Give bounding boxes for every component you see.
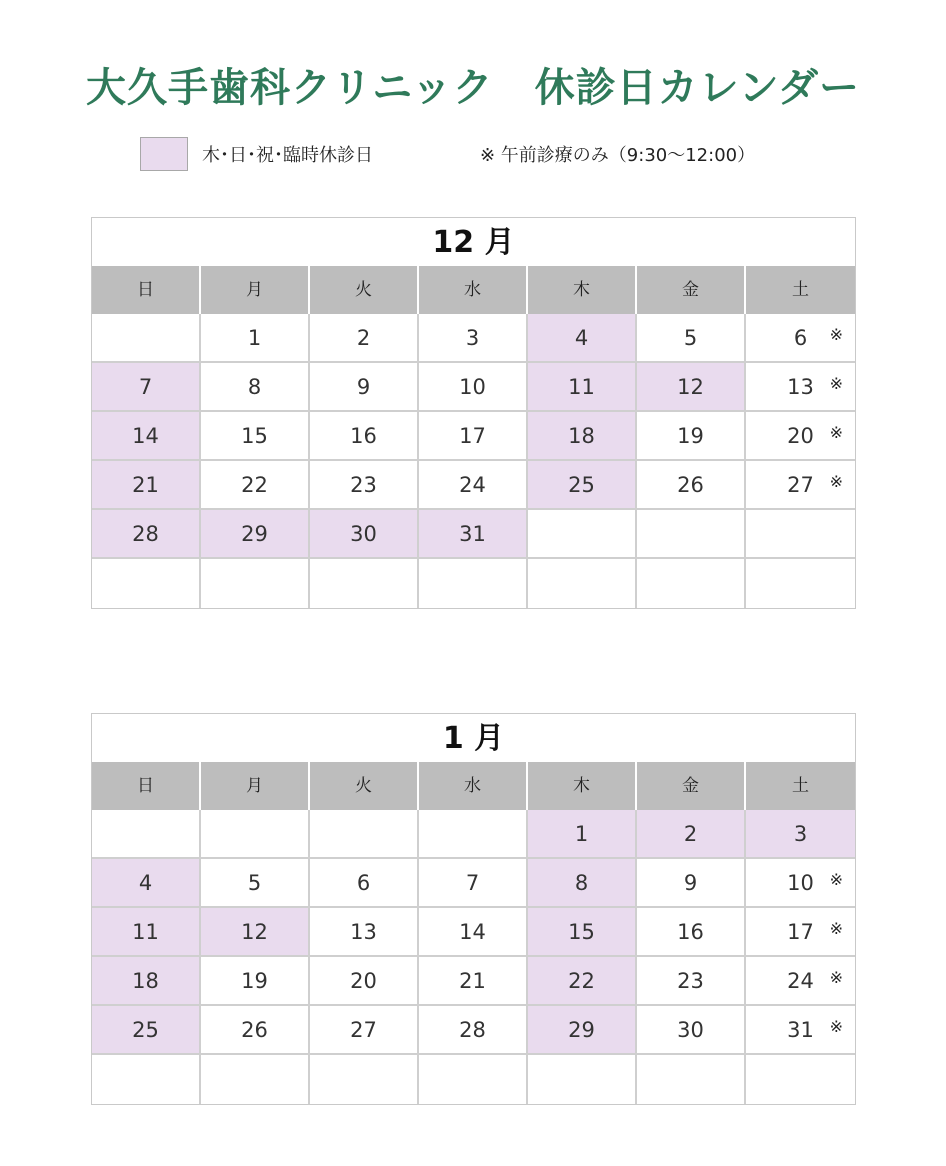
day-grid xyxy=(92,810,855,1104)
holiday-cell xyxy=(637,810,746,859)
day-cell xyxy=(528,1055,637,1104)
holiday-cell xyxy=(92,412,201,461)
day-number: 20 xyxy=(350,969,377,993)
day-number: 30 xyxy=(350,522,377,546)
day-number: 14 xyxy=(459,920,486,944)
day-cell xyxy=(92,810,201,859)
morning-only-mark: ※ xyxy=(829,1017,843,1036)
month-title: 1 月 xyxy=(442,721,505,756)
day-number: 14 xyxy=(132,424,159,448)
weekday-label: 月 xyxy=(201,266,310,314)
day-cell xyxy=(746,559,855,608)
day-number: 17 xyxy=(459,424,486,448)
holiday-cell xyxy=(746,810,855,859)
day-cell xyxy=(310,461,419,510)
holiday-legend-label: 木･日･祝･臨時休診日 xyxy=(202,145,373,166)
holiday-cell xyxy=(92,461,201,510)
legend xyxy=(140,136,840,172)
day-cell xyxy=(92,314,201,363)
weekday-label: 火 xyxy=(310,762,419,810)
day-number: 20 xyxy=(787,424,814,448)
day-number: 2 xyxy=(683,822,698,846)
weekday-label: 日 xyxy=(92,266,201,314)
day-cell xyxy=(201,461,310,510)
day-cell xyxy=(310,559,419,608)
morning-only-mark: ※ xyxy=(829,423,843,442)
holiday-swatch xyxy=(140,137,188,171)
day-cell xyxy=(637,1055,746,1104)
day-cell xyxy=(419,908,528,957)
day-number: 4 xyxy=(574,326,589,350)
holiday-cell xyxy=(528,461,637,510)
holiday-cell xyxy=(201,908,310,957)
holiday-cell xyxy=(201,510,310,559)
day-number: 9 xyxy=(683,871,698,895)
day-number: 25 xyxy=(568,473,595,497)
day-number: 10 xyxy=(459,375,486,399)
day-number: 18 xyxy=(132,969,159,993)
day-cell xyxy=(201,957,310,1006)
day-cell xyxy=(637,314,746,363)
day-number: 18 xyxy=(568,424,595,448)
day-cell xyxy=(201,412,310,461)
day-grid xyxy=(92,314,855,608)
day-cell xyxy=(310,1006,419,1055)
month-title: 12 月 xyxy=(432,225,515,260)
day-number: 13 xyxy=(350,920,377,944)
holiday-cell xyxy=(419,510,528,559)
day-number: 26 xyxy=(677,473,704,497)
day-cell xyxy=(746,908,855,957)
day-number: 7 xyxy=(138,375,153,399)
calendar-january xyxy=(91,713,856,1105)
day-number: 17 xyxy=(787,920,814,944)
holiday-cell xyxy=(528,1006,637,1055)
day-cell xyxy=(310,363,419,412)
day-number: 15 xyxy=(241,424,268,448)
day-cell xyxy=(310,810,419,859)
weekday-label: 木 xyxy=(528,762,637,810)
morning-only-mark: ※ xyxy=(829,374,843,393)
day-number: 21 xyxy=(132,473,159,497)
weekday-label: 木 xyxy=(528,266,637,314)
weekday-header xyxy=(92,762,855,810)
day-number: 23 xyxy=(677,969,704,993)
holiday-cell xyxy=(528,412,637,461)
day-number: 19 xyxy=(677,424,704,448)
day-cell xyxy=(419,957,528,1006)
day-number: 12 xyxy=(677,375,704,399)
day-cell xyxy=(201,314,310,363)
day-cell xyxy=(201,1006,310,1055)
day-cell xyxy=(310,1055,419,1104)
day-number: 9 xyxy=(356,375,371,399)
weekday-label: 金 xyxy=(637,266,746,314)
day-number: 26 xyxy=(241,1018,268,1042)
day-cell xyxy=(201,859,310,908)
weekday-label: 月 xyxy=(201,762,310,810)
day-number: 2 xyxy=(356,326,371,350)
day-number: 31 xyxy=(787,1018,814,1042)
day-number: 24 xyxy=(459,473,486,497)
day-cell xyxy=(637,957,746,1006)
day-number: 16 xyxy=(350,424,377,448)
day-cell xyxy=(310,412,419,461)
holiday-cell xyxy=(637,363,746,412)
holiday-cell xyxy=(310,510,419,559)
day-cell xyxy=(201,363,310,412)
day-number: 3 xyxy=(465,326,480,350)
day-number: 27 xyxy=(350,1018,377,1042)
day-number: 15 xyxy=(568,920,595,944)
day-cell xyxy=(419,1055,528,1104)
morning-only-mark: ※ xyxy=(829,919,843,938)
weekday-label: 水 xyxy=(419,266,528,314)
day-cell xyxy=(746,363,855,412)
day-number: 5 xyxy=(247,871,262,895)
day-cell xyxy=(637,510,746,559)
day-number: 22 xyxy=(568,969,595,993)
day-cell xyxy=(637,559,746,608)
day-number: 1 xyxy=(574,822,589,846)
day-number: 27 xyxy=(787,473,814,497)
day-cell xyxy=(92,559,201,608)
day-number: 28 xyxy=(132,522,159,546)
day-number: 12 xyxy=(241,920,268,944)
holiday-cell xyxy=(92,510,201,559)
day-cell xyxy=(637,1006,746,1055)
day-cell xyxy=(419,859,528,908)
morning-only-mark: ※ xyxy=(829,325,843,344)
day-number: 23 xyxy=(350,473,377,497)
day-cell xyxy=(746,461,855,510)
day-number: 3 xyxy=(793,822,808,846)
day-cell xyxy=(310,957,419,1006)
day-cell xyxy=(419,1006,528,1055)
morning-only-mark: ※ xyxy=(829,870,843,889)
morning-only-note: ※ 午前診療のみ（9:30～12:00） xyxy=(480,145,756,166)
holiday-cell xyxy=(92,908,201,957)
day-cell xyxy=(746,859,855,908)
holiday-cell xyxy=(92,859,201,908)
day-cell xyxy=(528,510,637,559)
day-cell xyxy=(201,1055,310,1104)
weekday-label: 日 xyxy=(92,762,201,810)
day-number: 11 xyxy=(568,375,595,399)
calendar-december xyxy=(91,217,856,609)
day-cell xyxy=(310,908,419,957)
day-number: 25 xyxy=(132,1018,159,1042)
day-cell xyxy=(419,363,528,412)
day-cell xyxy=(637,859,746,908)
day-number: 1 xyxy=(247,326,262,350)
day-cell xyxy=(419,810,528,859)
day-number: 22 xyxy=(241,473,268,497)
day-number: 24 xyxy=(787,969,814,993)
day-number: 7 xyxy=(465,871,480,895)
day-number: 6 xyxy=(356,871,371,895)
holiday-cell xyxy=(528,363,637,412)
day-number: 6 xyxy=(793,326,808,350)
day-cell xyxy=(92,1055,201,1104)
day-number: 4 xyxy=(138,871,153,895)
holiday-cell xyxy=(528,810,637,859)
day-number: 8 xyxy=(574,871,589,895)
day-cell xyxy=(419,559,528,608)
day-cell xyxy=(746,510,855,559)
day-number: 5 xyxy=(683,326,698,350)
day-cell xyxy=(419,314,528,363)
holiday-cell xyxy=(528,908,637,957)
holiday-cell xyxy=(528,957,637,1006)
page-title: 大久手歯科クリニック 休診日カレンダー xyxy=(86,65,860,111)
weekday-label: 火 xyxy=(310,266,419,314)
day-cell xyxy=(746,957,855,1006)
day-number: 28 xyxy=(459,1018,486,1042)
weekday-header xyxy=(92,266,855,314)
day-cell xyxy=(419,461,528,510)
day-cell xyxy=(201,810,310,859)
day-number: 13 xyxy=(787,375,814,399)
day-number: 29 xyxy=(568,1018,595,1042)
day-number: 21 xyxy=(459,969,486,993)
day-number: 11 xyxy=(132,920,159,944)
holiday-cell xyxy=(528,314,637,363)
weekday-label: 土 xyxy=(746,266,855,314)
day-cell xyxy=(419,412,528,461)
day-cell xyxy=(528,559,637,608)
day-cell xyxy=(637,461,746,510)
day-cell xyxy=(746,1055,855,1104)
day-cell xyxy=(637,412,746,461)
weekday-label: 土 xyxy=(746,762,855,810)
weekday-label: 水 xyxy=(419,762,528,810)
day-cell xyxy=(746,314,855,363)
day-cell xyxy=(746,412,855,461)
weekday-label: 金 xyxy=(637,762,746,810)
day-number: 10 xyxy=(787,871,814,895)
day-number: 31 xyxy=(459,522,486,546)
holiday-cell xyxy=(92,1006,201,1055)
day-number: 16 xyxy=(677,920,704,944)
day-cell xyxy=(746,1006,855,1055)
morning-only-mark: ※ xyxy=(829,472,843,491)
day-cell xyxy=(637,908,746,957)
day-number: 8 xyxy=(247,375,262,399)
morning-only-mark: ※ xyxy=(829,968,843,987)
day-number: 30 xyxy=(677,1018,704,1042)
holiday-cell xyxy=(92,363,201,412)
day-cell xyxy=(201,559,310,608)
day-number: 29 xyxy=(241,522,268,546)
holiday-cell xyxy=(92,957,201,1006)
day-cell xyxy=(310,859,419,908)
day-cell xyxy=(310,314,419,363)
holiday-cell xyxy=(528,859,637,908)
day-number: 19 xyxy=(241,969,268,993)
